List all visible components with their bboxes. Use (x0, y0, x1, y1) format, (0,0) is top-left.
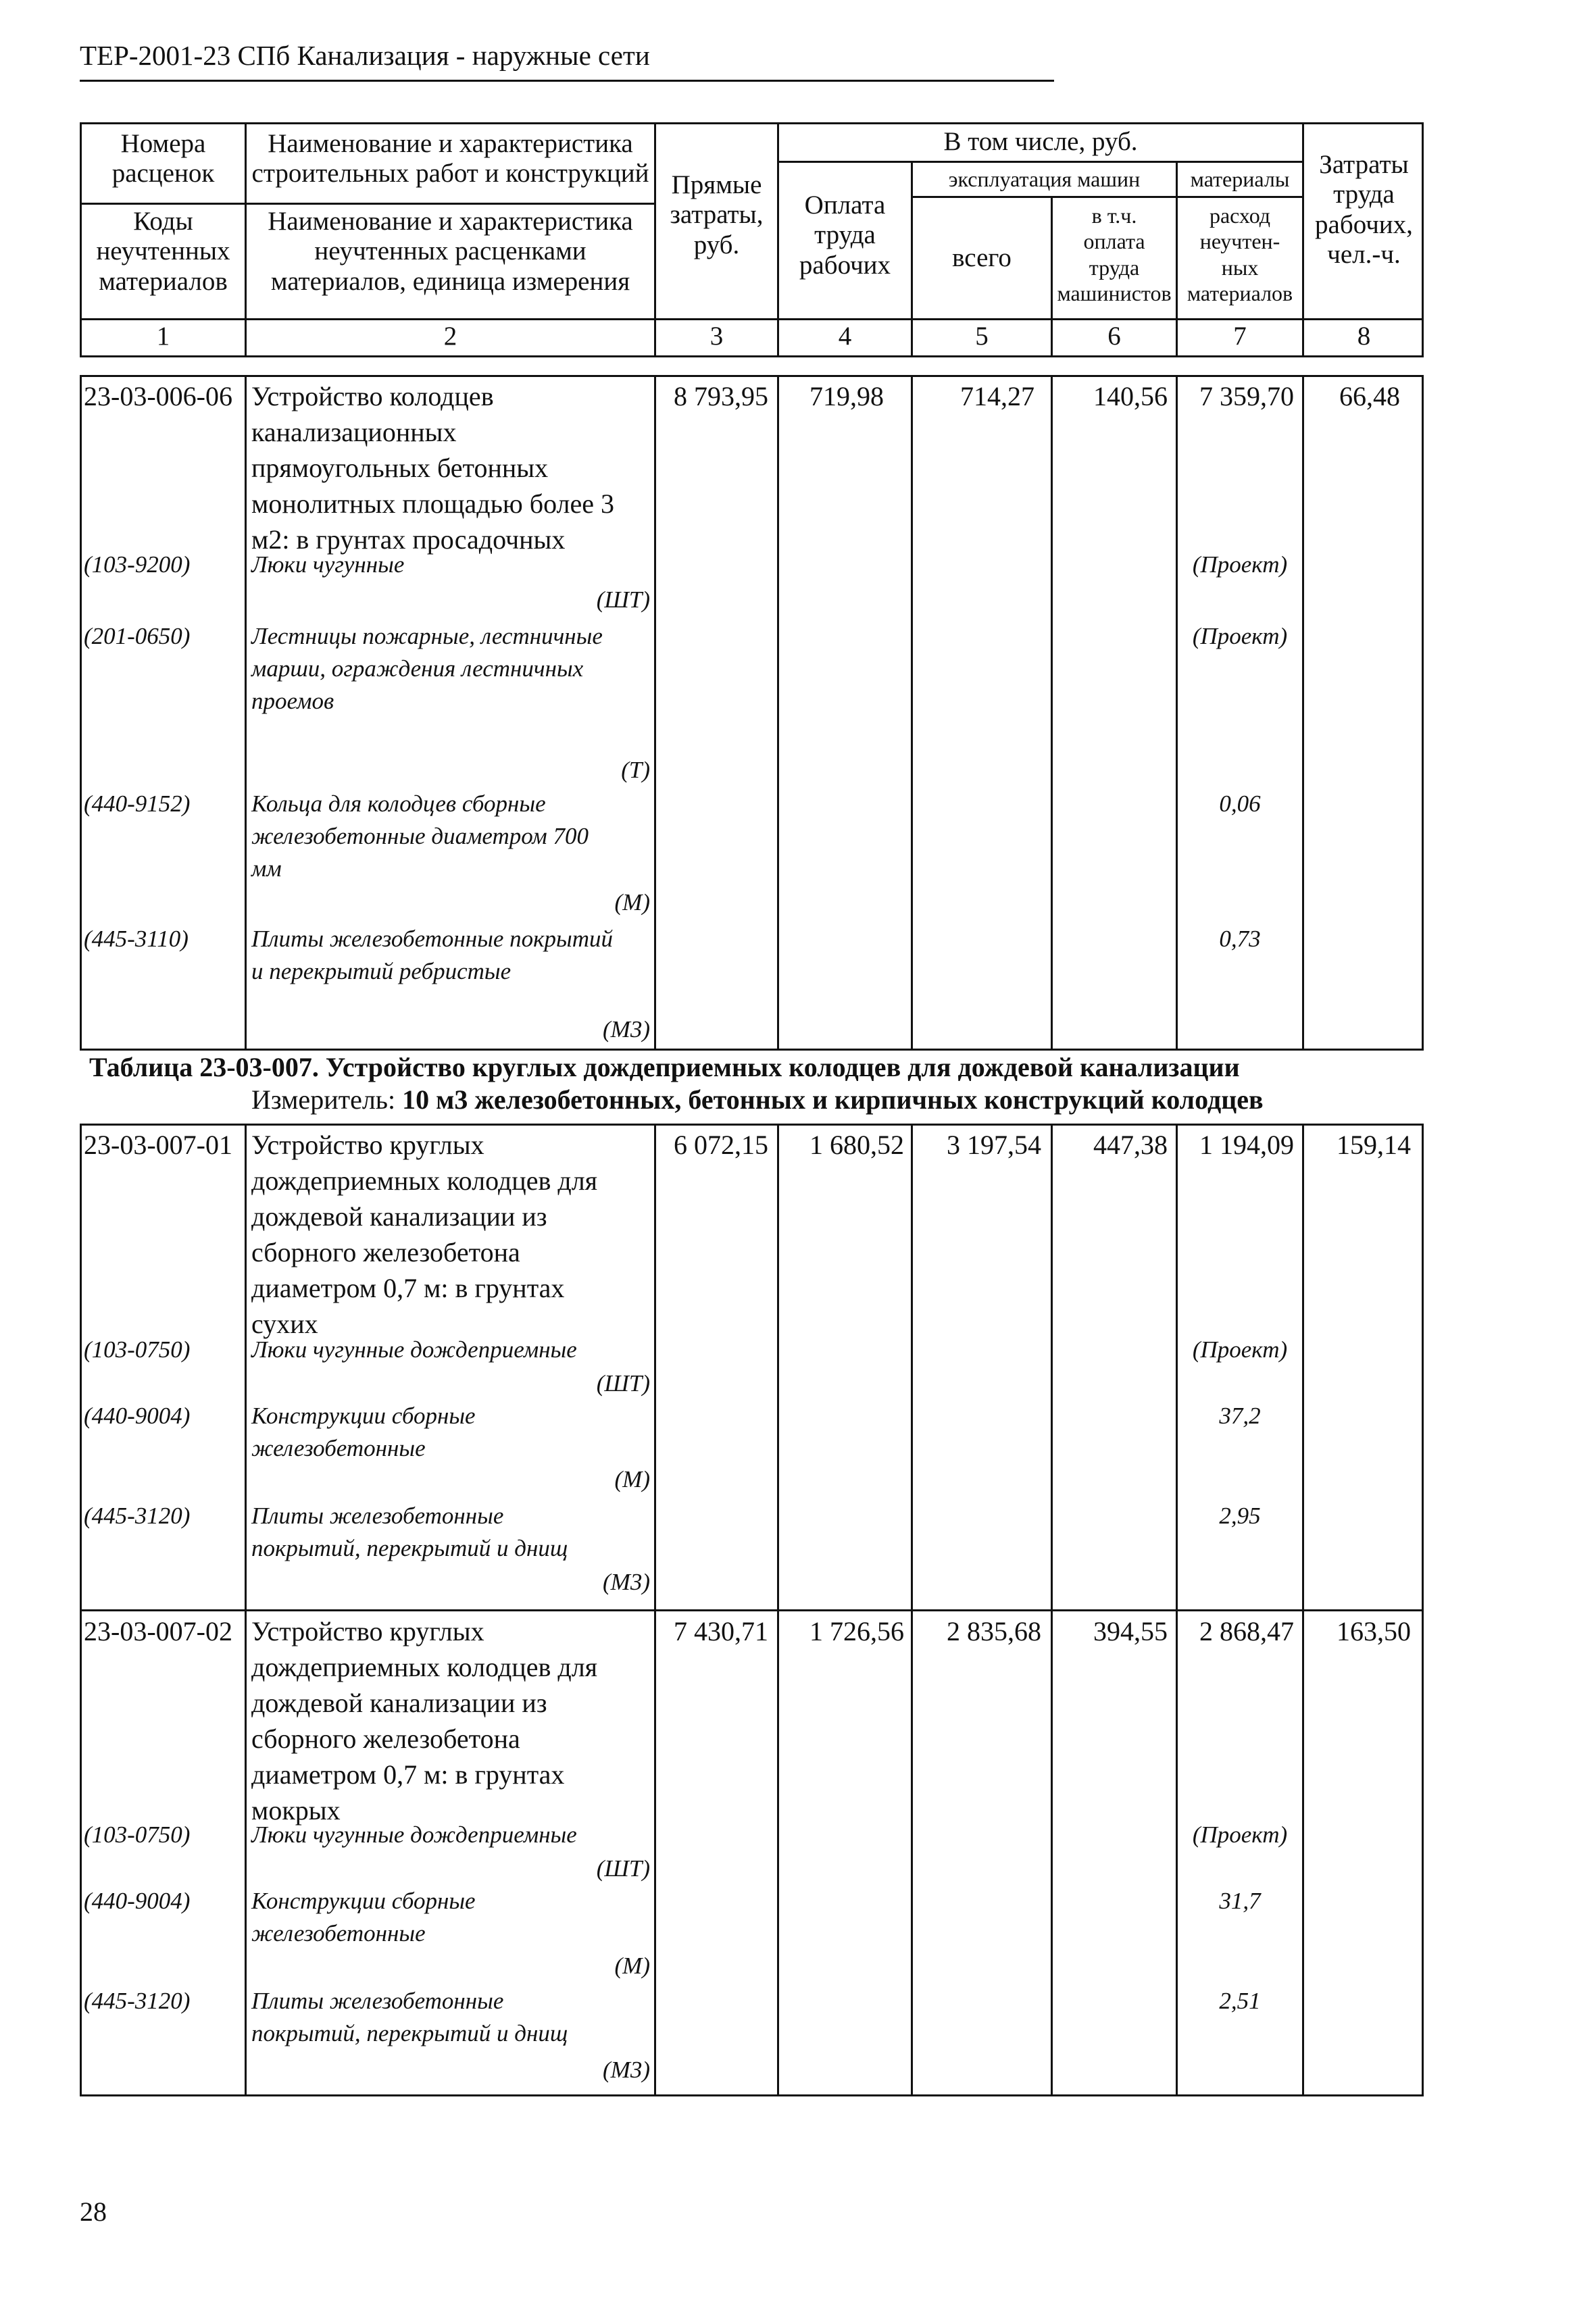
materials-header: материалы (1190, 167, 1290, 191)
block-vline (777, 375, 779, 1051)
col-number: 4 (838, 322, 852, 351)
rate-code: 23-03-006-06 (84, 381, 232, 411)
header-hline (777, 161, 1302, 163)
labor-pay: 1 680,52 (809, 1130, 904, 1160)
material-name: Конструкции сборные железобетонные (251, 1888, 476, 1946)
material-value: (Проект) (1192, 1821, 1288, 1848)
col-number: 5 (975, 322, 989, 351)
direct-costs: 8 793,95 (674, 381, 768, 411)
material-value: 31,7 (1219, 1888, 1261, 1914)
table-title: Таблица 23-03-007. Устройство круглых дождеприемных колодцев для дождевой канализации (89, 1052, 1240, 1082)
col-number: 6 (1107, 322, 1121, 351)
col4-header: Оплата труда рабочих (799, 191, 891, 280)
machines-total: 3 197,54 (947, 1130, 1041, 1160)
material-unit: (М3) (603, 1569, 650, 1595)
material-value: (Проект) (1192, 551, 1288, 578)
page-number: 28 (80, 2196, 107, 2227)
material-code: (201-0650) (84, 623, 191, 649)
machinists-pay: 447,38 (1093, 1130, 1168, 1160)
material-name: Конструкции сборные железобетонные (251, 1403, 476, 1461)
block-vline (1051, 375, 1053, 1051)
header-hline (80, 203, 654, 205)
labor-hours: 159,14 (1337, 1130, 1411, 1160)
materials-cost: 2 868,47 (1199, 1616, 1294, 1646)
material-value: 2,95 (1219, 1503, 1261, 1529)
machinists-pay: 394,55 (1093, 1616, 1168, 1646)
block-vline (654, 375, 656, 1051)
material-name: Плиты железобетонные покрытий и перекрытий ребристые (251, 926, 613, 984)
col8-header: Затраты труда рабочих, чел.-ч. (1315, 150, 1413, 270)
material-code: (103-0750) (84, 1336, 191, 1363)
material-code: (440-9004) (84, 1403, 191, 1429)
material-name: Плиты железобетонные покрытий, перекрытий и днищ (251, 1503, 568, 1561)
block-vline (1302, 375, 1304, 1051)
machinists-pay: 140,56 (1093, 381, 1168, 411)
material-value: 2,51 (1219, 1988, 1261, 2014)
material-name: Люки чугунные (251, 551, 405, 578)
materials-cost: 7 359,70 (1199, 381, 1294, 411)
material-name: Люки чугунные дождеприемные (251, 1336, 577, 1363)
material-code: (103-9200) (84, 551, 191, 578)
material-unit: (М3) (603, 2057, 650, 2083)
col6-header: в т.ч. оплата труда машинистов (1057, 203, 1172, 306)
material-value: 0,06 (1219, 790, 1261, 817)
rate-description: Устройство колодцев канализационных прямоугольных бетонных монолитных площадью более 3 м2: в грунтах просадочных (251, 381, 615, 555)
rate-code: 23-03-007-02 (84, 1616, 232, 1646)
machines-total: 714,27 (960, 381, 1034, 411)
material-name: Люки чугунные дождеприемные (251, 1821, 577, 1848)
col5-header: всего (952, 243, 1012, 272)
header-rule (80, 80, 1054, 82)
col-number: 8 (1357, 322, 1371, 351)
material-unit: (М) (614, 1953, 650, 1979)
block-vline (245, 375, 247, 1051)
running-header: ТЕР-2001-23 СПб Канализация - наружные сети (80, 40, 650, 71)
material-name: Кольца для колодцев сборные железобетонные диаметром 700 мм (251, 790, 589, 882)
labor-pay: 719,98 (809, 381, 884, 411)
material-name: Плиты железобетонные покрытий, перекрытий и днищ (251, 1988, 568, 2046)
material-unit: (М) (614, 1466, 650, 1492)
material-code: (103-0750) (84, 1821, 191, 1848)
block-vline (911, 375, 913, 1051)
col3-header: Прямые затраты, руб. (670, 170, 764, 259)
direct-costs: 7 430,71 (674, 1616, 768, 1646)
direct-costs: 6 072,15 (674, 1130, 768, 1160)
col-number: 1 (156, 322, 170, 351)
material-unit: (ШТ) (596, 1370, 650, 1397)
material-code: (445-3120) (84, 1988, 191, 2014)
material-unit: (ШТ) (596, 586, 650, 613)
material-code: (445-3120) (84, 1503, 191, 1529)
material-unit: (Т) (621, 757, 650, 783)
col2-top-header: Наименование и характеристика строительных работ и конструкций (251, 129, 649, 188)
col1-bottom-header: Коды неучтенных материалов (96, 207, 230, 296)
labor-pay: 1 726,56 (809, 1616, 904, 1646)
machines-header: эксплуатация машин (948, 167, 1141, 191)
material-value: 0,73 (1219, 926, 1261, 952)
material-unit: (М3) (603, 1016, 650, 1042)
col-number: 2 (443, 322, 457, 351)
rate-description: Устройство круглых дождеприемных колодцев для дождевой канализации из сборного железобетона диаметром 0,7 м: в грунтах мокрых (251, 1616, 598, 1826)
col-number: 3 (709, 322, 724, 351)
col1-top-header: Номера расценок (111, 129, 215, 188)
material-unit: (М) (614, 889, 650, 915)
rate-description: Устройство круглых дождеприемных колодцев для дождевой канализации из сборного железобетона диаметром 0,7 м: в грунтах сухих (251, 1130, 598, 1339)
header-hline (911, 196, 1302, 198)
material-unit: (ШТ) (596, 1855, 650, 1882)
material-code: (445-3110) (84, 926, 189, 952)
col7-header: расход неучтен- ных материалов (1187, 203, 1293, 306)
material-name: Лестницы пожарные, лестничные марши, ограждения лестничных проемов (251, 623, 603, 714)
material-value: (Проект) (1192, 623, 1288, 649)
labor-hours: 66,48 (1339, 381, 1400, 411)
material-value: 37,2 (1219, 1403, 1261, 1429)
table-meter: Измеритель: 10 м3 железобетонных, бетонных и кирпичных конструкций колодцев (251, 1084, 1264, 1115)
col-number: 7 (1233, 322, 1247, 351)
group-header: В том числе, руб. (943, 127, 1138, 156)
rate-code: 23-03-007-01 (84, 1130, 232, 1160)
header-hline (80, 318, 1424, 320)
materials-cost: 1 194,09 (1199, 1130, 1294, 1160)
labor-hours: 163,50 (1337, 1616, 1411, 1646)
machines-total: 2 835,68 (947, 1616, 1041, 1646)
material-code: (440-9152) (84, 790, 191, 817)
material-value: (Проект) (1192, 1336, 1288, 1363)
col2-bottom-header: Наименование и характеристика неучтенных расценками материалов, единица измерения (268, 207, 633, 296)
material-code: (440-9004) (84, 1888, 191, 1914)
